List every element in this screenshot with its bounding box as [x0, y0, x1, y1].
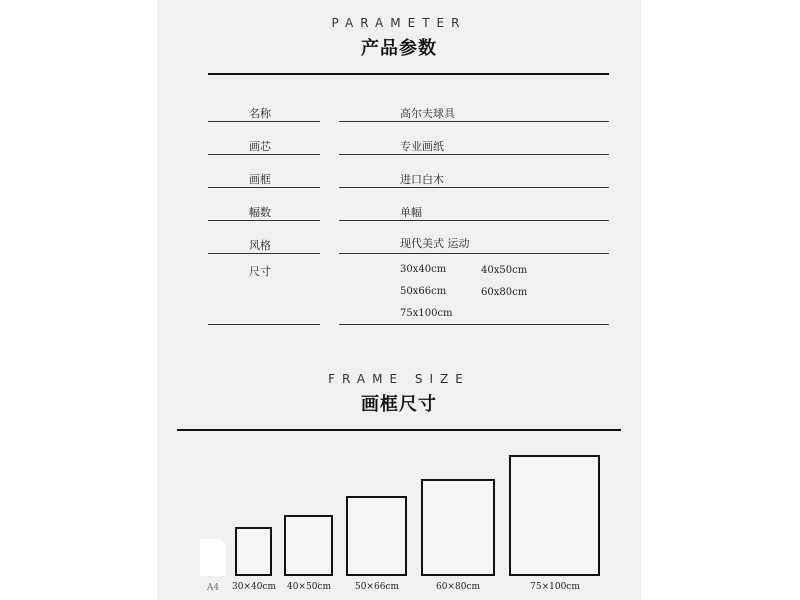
- frame-40x50: [284, 515, 333, 576]
- size-option: 75x100cm: [400, 308, 453, 319]
- size-option: 30x40cm: [400, 264, 447, 275]
- param-underline: [208, 253, 320, 254]
- frame-caption: 75×100cm: [530, 582, 580, 592]
- param-label-frame: 画框: [249, 173, 271, 186]
- param-underline: [208, 187, 320, 188]
- frame-caption: 60×80cm: [435, 582, 481, 592]
- param-label-size: 尺寸: [249, 265, 271, 278]
- size-option: 50x66cm: [400, 286, 447, 297]
- param-underline: [339, 253, 609, 254]
- frame-size-heading-en: FRAME SIZE: [328, 372, 470, 386]
- size-option: 60x80cm: [481, 287, 528, 298]
- param-value-style: 现代美式 运动: [400, 237, 470, 250]
- param-underline: [208, 220, 320, 221]
- frame-caption: 50×66cm: [354, 582, 400, 592]
- param-underline: [208, 121, 320, 122]
- a4-label: A4: [206, 583, 220, 593]
- param-underline: [339, 154, 609, 155]
- frame-size-heading-cn: 画框尺寸: [361, 394, 437, 415]
- frame-30x40: [235, 527, 272, 576]
- parameter-heading-cn: 产品参数: [361, 38, 437, 59]
- frame-60x80: [421, 479, 495, 576]
- param-label-core: 画芯: [249, 140, 271, 153]
- param-value-panels: 单幅: [400, 206, 422, 219]
- a4-paper-icon: [200, 539, 226, 576]
- parameter-heading-en: PARAMETER: [331, 16, 467, 30]
- param-value-frame: 进口白木: [400, 173, 444, 186]
- frame-75x100: [509, 455, 600, 576]
- frame-50x66: [346, 496, 407, 576]
- param-value-name: 高尔夫球具: [400, 107, 455, 120]
- product-info-panel: [157, 0, 641, 600]
- frame-caption: 40×50cm: [286, 582, 332, 592]
- param-label-panels: 幅数: [249, 206, 271, 219]
- frame-caption: 30×40cm: [231, 582, 277, 592]
- param-label-name: 名称: [249, 107, 271, 120]
- param-label-style: 风格: [249, 239, 271, 252]
- param-value-core: 专业画纸: [400, 140, 444, 153]
- param-underline: [339, 220, 609, 221]
- param-underline: [208, 324, 320, 325]
- frame-size-divider: [177, 429, 621, 431]
- parameter-divider: [208, 73, 609, 75]
- size-option: 40x50cm: [481, 265, 528, 276]
- param-underline: [339, 324, 609, 325]
- param-underline: [339, 187, 609, 188]
- param-underline: [208, 154, 320, 155]
- param-underline: [339, 121, 609, 122]
